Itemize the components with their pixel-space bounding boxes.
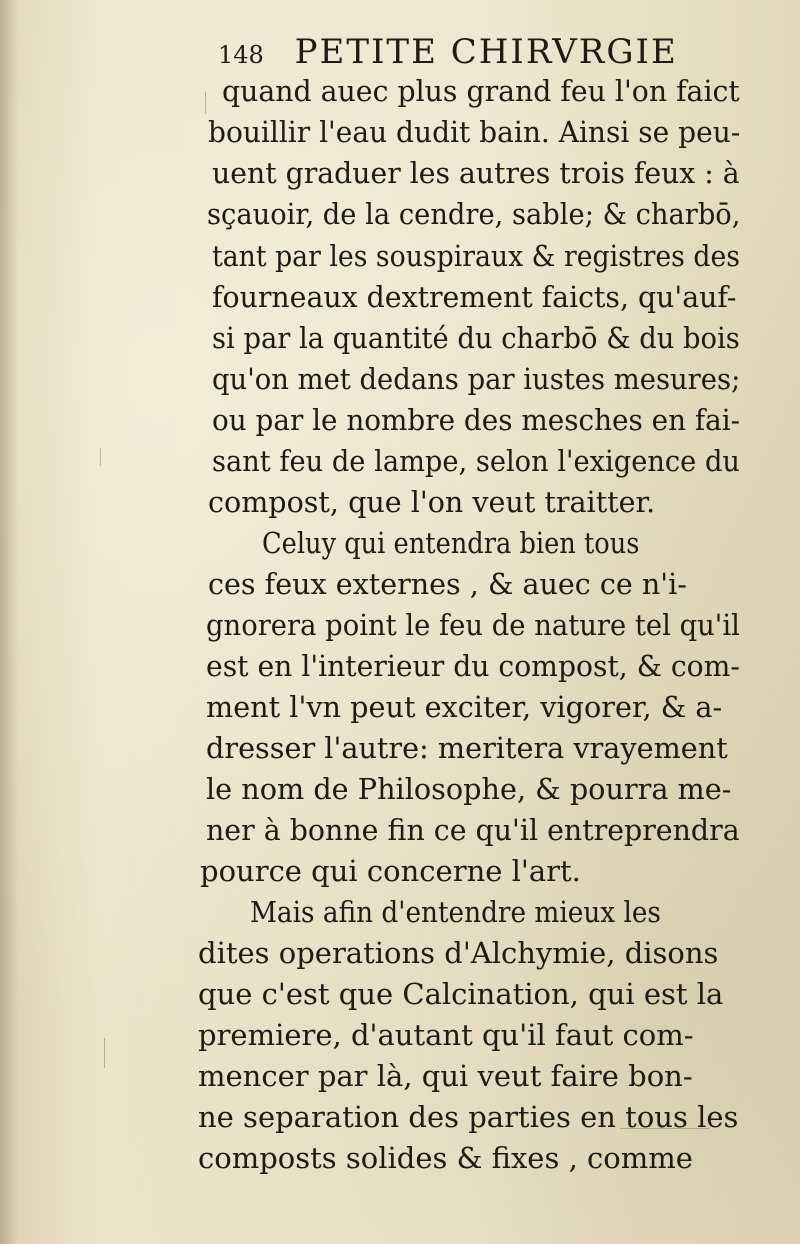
running-title: PETITE CHIRVRGIE [294,32,678,72]
text-line: composts solides & fixes , comme [198,1141,693,1175]
text-line: qu'on met dedans par iustes mesures; [212,362,741,396]
text-line: tant par les souspiraux & registres des [212,239,740,273]
text-line: sçauoir, de la cendre, sable; & charbō, [207,197,741,231]
text-line: uent graduer les autres trois feux : à [212,156,740,190]
text-line: Celuy qui entendra bien tous [262,526,640,560]
text-line: ment l'vn peut exciter, vigorer, & a- [206,690,723,724]
text-line: ou par le nombre des mesches en fai- [212,403,741,437]
text-line: si par la quantité du charbō & du bois [212,321,740,355]
text-line: le nom de Philosophe, & pourra me- [206,772,732,806]
paper-mark [104,1038,105,1068]
text-line: mencer par là, qui veut faire bon- [198,1059,693,1093]
text-line: dites operations d'Alchymie, disons [198,936,719,970]
text-line: que c'est que Calcination, qui est la [198,977,724,1011]
text-line: Mais afin d'entendre mieux les [250,895,661,929]
text-line: sant feu de lampe, selon l'exigence du [212,444,740,478]
text-line: quand auec plus grand feu l'on faict [222,74,740,108]
text-line: gnorera point le feu de nature tel qu'il [206,608,740,642]
text-line: compost, que l'on veut traitter. [208,485,656,519]
paper-mark [100,448,101,466]
text-line: fourneaux dextrement faicts, qu'auf- [212,280,737,314]
text-line: est en l'interieur du compost, & com- [206,649,740,683]
page-number: 148 [218,41,264,69]
text-line: bouillir l'eau dudit bain. Ainsi se peu- [208,115,741,149]
text-line: premiere, d'autant qu'il faut com- [198,1018,694,1052]
text-line: pource qui concerne l'art. [200,854,581,888]
paper-mark [205,92,206,114]
text-line: dresser l'autre: meritera vrayement [206,731,728,765]
text-line: ner à bonne fin ce qu'il entreprendra [206,813,740,847]
text-line: ces feux externes , & auec ce n'i- [208,567,687,601]
text-line: ne separation des parties en tous les [198,1100,739,1134]
